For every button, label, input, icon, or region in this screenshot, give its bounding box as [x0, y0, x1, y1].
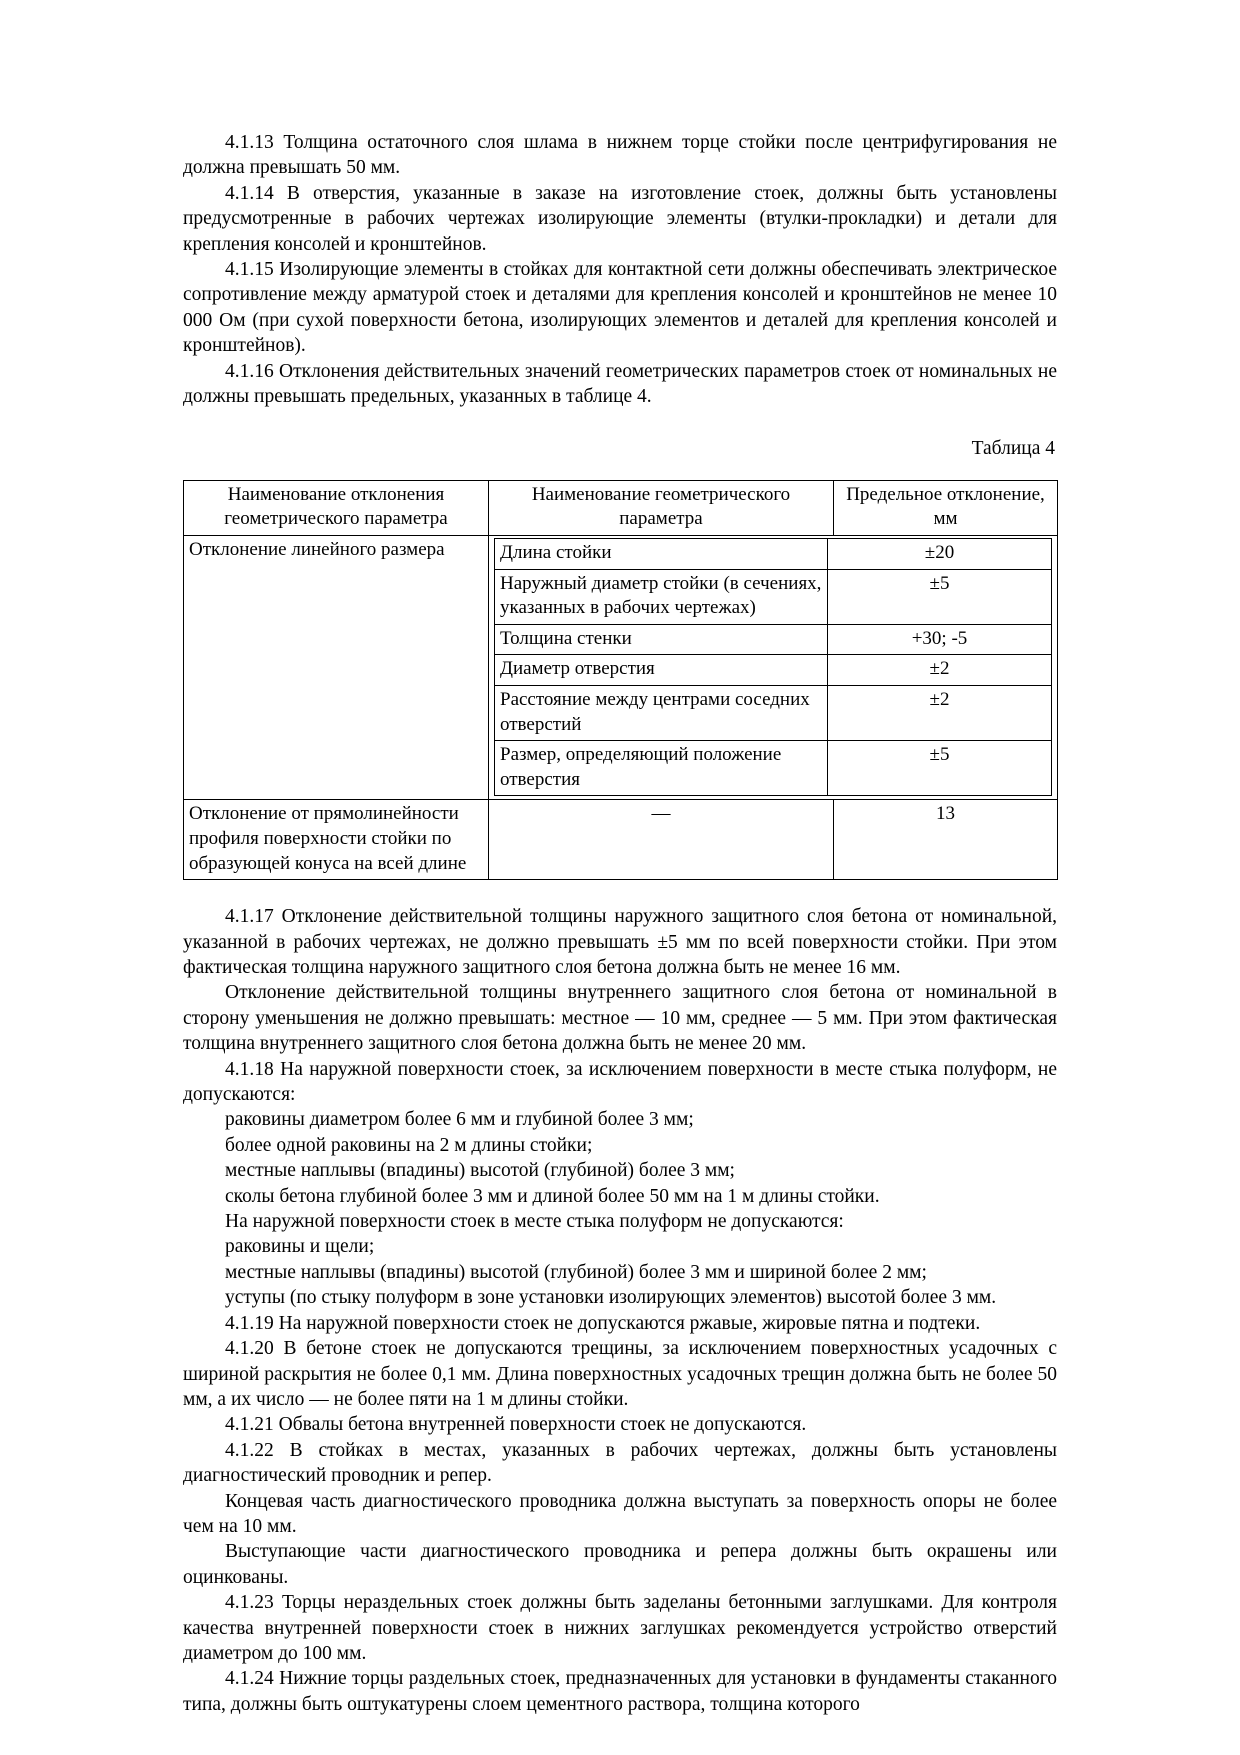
paragraph-protruding-parts: Выступающие части диагностического проводника и репера должны быть окрашены или оцинкованы.	[183, 1541, 1057, 1588]
row-parameter-limit: 13	[834, 800, 1058, 880]
paragraph-4-1-16: 4.1.16 Отклонения действительных значений геометрических параметров стоек от номинальных не должны превышать предельных, указанных в таблице 4.	[183, 360, 1057, 408]
paragraph-4-1-14: 4.1.14 В отверстия, указанные в заказе на изготовление стоек, должны быть установлены предусмотренные в рабочих чертежах изолирующие элементы (втулки-прокладки) и детали для крепления консолей и кронштейнов.	[183, 182, 1057, 255]
parameter-row	[495, 741, 1052, 796]
parameter-name: Расстояние между центрами соседних отверстий	[495, 686, 828, 741]
table-header-limit: Предельное отклонение, мм	[834, 480, 1058, 535]
table-caption: Таблица 4	[971, 438, 1055, 460]
parameter-limit: ±20	[828, 539, 1052, 570]
parameter-name: Диаметр отверстия	[495, 655, 828, 686]
paragraph-4-1-21: 4.1.21 Обвалы бетона внутренней поверхности стоек не допускаются.	[225, 1414, 807, 1436]
row-parameters-group	[489, 536, 1058, 800]
list-item: местные наплывы (впадины) высотой (глубиной) более 3 мм и шириной более 2 мм;	[225, 1261, 927, 1283]
deviations-table	[183, 480, 1058, 880]
parameter-limit: ±2	[828, 655, 1052, 686]
paragraph-inner-layer: Отклонение действительной толщины внутреннего защитного слоя бетона от номинальной в сторону уменьшения не должно превышать: местное — 10 мм, среднее — 5 мм. При этом фактическая толщина внутреннего защитного слоя бетона должна быть не менее 20 мм.	[183, 982, 1057, 1055]
list-item: На наружной поверхности стоек в месте стыка полуформ не допускаются:	[225, 1211, 844, 1233]
table-header-deviation-name: Наименование отклонения геометрического параметра	[184, 480, 489, 535]
paragraph-4-1-22: 4.1.22 В стойках в местах, указанных в рабочих чертежах, должны быть установлены диагностический проводник и репер.	[183, 1439, 1057, 1487]
after-table-paragraphs-section	[183, 904, 1057, 1717]
parameter-name: Наружный диаметр стойки (в сечениях, указанных в рабочих чертежах)	[495, 569, 828, 624]
parameter-name: Длина стойки	[495, 539, 828, 570]
parameter-row	[495, 539, 1052, 570]
parameter-row	[495, 624, 1052, 655]
list-item: раковины диаметром более 6 мм и глубиной более 3 мм;	[225, 1109, 694, 1131]
parameter-limit: ±2	[828, 686, 1052, 741]
paragraph-4-1-17: 4.1.17 Отклонение действительной толщины наружного защитного слоя бетона от номинальной, указанной в рабочих чертежах, не должно превышать ±5 мм по всей поверхности стойки. При этом фактическая толщина наружного защитного слоя бетона должна быть не менее 16 мм.	[183, 906, 1057, 978]
intro-paragraphs-section	[183, 130, 1057, 409]
table-body	[184, 536, 1058, 880]
parameter-row	[495, 569, 1052, 624]
parameter-limit: +30; -5	[828, 624, 1052, 655]
table-header-row	[184, 480, 1058, 535]
parameters-subtable	[494, 538, 1052, 796]
spacer-after-table	[183, 880, 1057, 904]
row-parameter-name: —	[489, 800, 834, 880]
row-deviation-name: Отклонение от прямолинейности профиля поверхности стойки по образующей конуса на всей длине	[184, 800, 489, 880]
list-item: раковины и щели;	[225, 1236, 375, 1258]
list-item: местные наплывы (впадины) высотой (глубиной) более 3 мм;	[225, 1160, 735, 1182]
paragraph-4-1-18: 4.1.18 На наружной поверхности стоек, за исключением поверхности в месте стыка полуформ, не допускаются:	[183, 1058, 1057, 1106]
parameter-limit: ±5	[828, 569, 1052, 624]
parameter-row	[495, 686, 1052, 741]
table-row	[184, 536, 1058, 800]
paragraph-4-1-13: 4.1.13 Толщина остаточного слоя шлама в нижнем торце стойки после центрифугирования не должна превышать 50 мм.	[183, 132, 1057, 179]
paragraph-4-1-23: 4.1.23 Торцы нераздельных стоек должны быть заделаны бетонными заглушками. Для контроля качества внутренней поверхности стоек в нижних заглушках рекомендуется устройство отверстий диаметром до 100 мм.	[183, 1592, 1057, 1664]
paragraph-4-1-20: 4.1.20 В бетоне стоек не допускаются трещины, за исключением поверхностных усадочных с шириной раскрытия не более 0,1 мм. Длина поверхностных усадочных трещин должна быть не более 50 мм, а их число — не более пяти на 1 м длины стойки.	[183, 1338, 1057, 1410]
parameter-row	[495, 655, 1052, 686]
table-row	[184, 800, 1058, 880]
list-item: сколы бетона глубиной более 3 мм и длиной более 50 мм на 1 м длины стойки.	[225, 1185, 880, 1207]
parameter-name: Размер, определяющий положение отверстия	[495, 741, 828, 796]
table-head	[184, 480, 1058, 535]
list-item: уступы (по стыку полуформ в зоне установки изолирующих элементов) высотой более 3 мм.	[225, 1287, 997, 1309]
list-item: более одной раковины на 2 м длины стойки;	[225, 1134, 593, 1156]
paragraph-4-1-24: 4.1.24 Нижние торцы раздельных стоек, предназначенных для установки в фундаменты стаканного типа, должны быть оштукатурены слоем цементного раствора, толщина которого	[183, 1668, 1057, 1715]
parameter-limit: ±5	[828, 741, 1052, 796]
table-header-parameter-name: Наименование геометрического параметра	[489, 480, 834, 535]
parameter-name: Толщина стенки	[495, 624, 828, 655]
paragraph-4-1-15: 4.1.15 Изолирующие элементы в стойках для контактной сети должны обеспечивать электрическое сопротивление между арматурой стоек и деталями для крепления консолей и кронштейнов не менее 10 000 Ом (при сухой поверхности бетона, изолирующих элементов и деталей для крепления консолей и кронштейнов).	[183, 259, 1057, 357]
row-deviation-name: Отклонение линейного размера	[184, 536, 489, 800]
paragraph-end-part: Концевая часть диагностического проводника должна выступать за поверхность опоры не более чем на 10 мм.	[183, 1490, 1057, 1537]
paragraph-4-1-19: 4.1.19 На наружной поверхности стоек не допускаются ржавые, жировые пятна и подтеки.	[225, 1312, 981, 1334]
